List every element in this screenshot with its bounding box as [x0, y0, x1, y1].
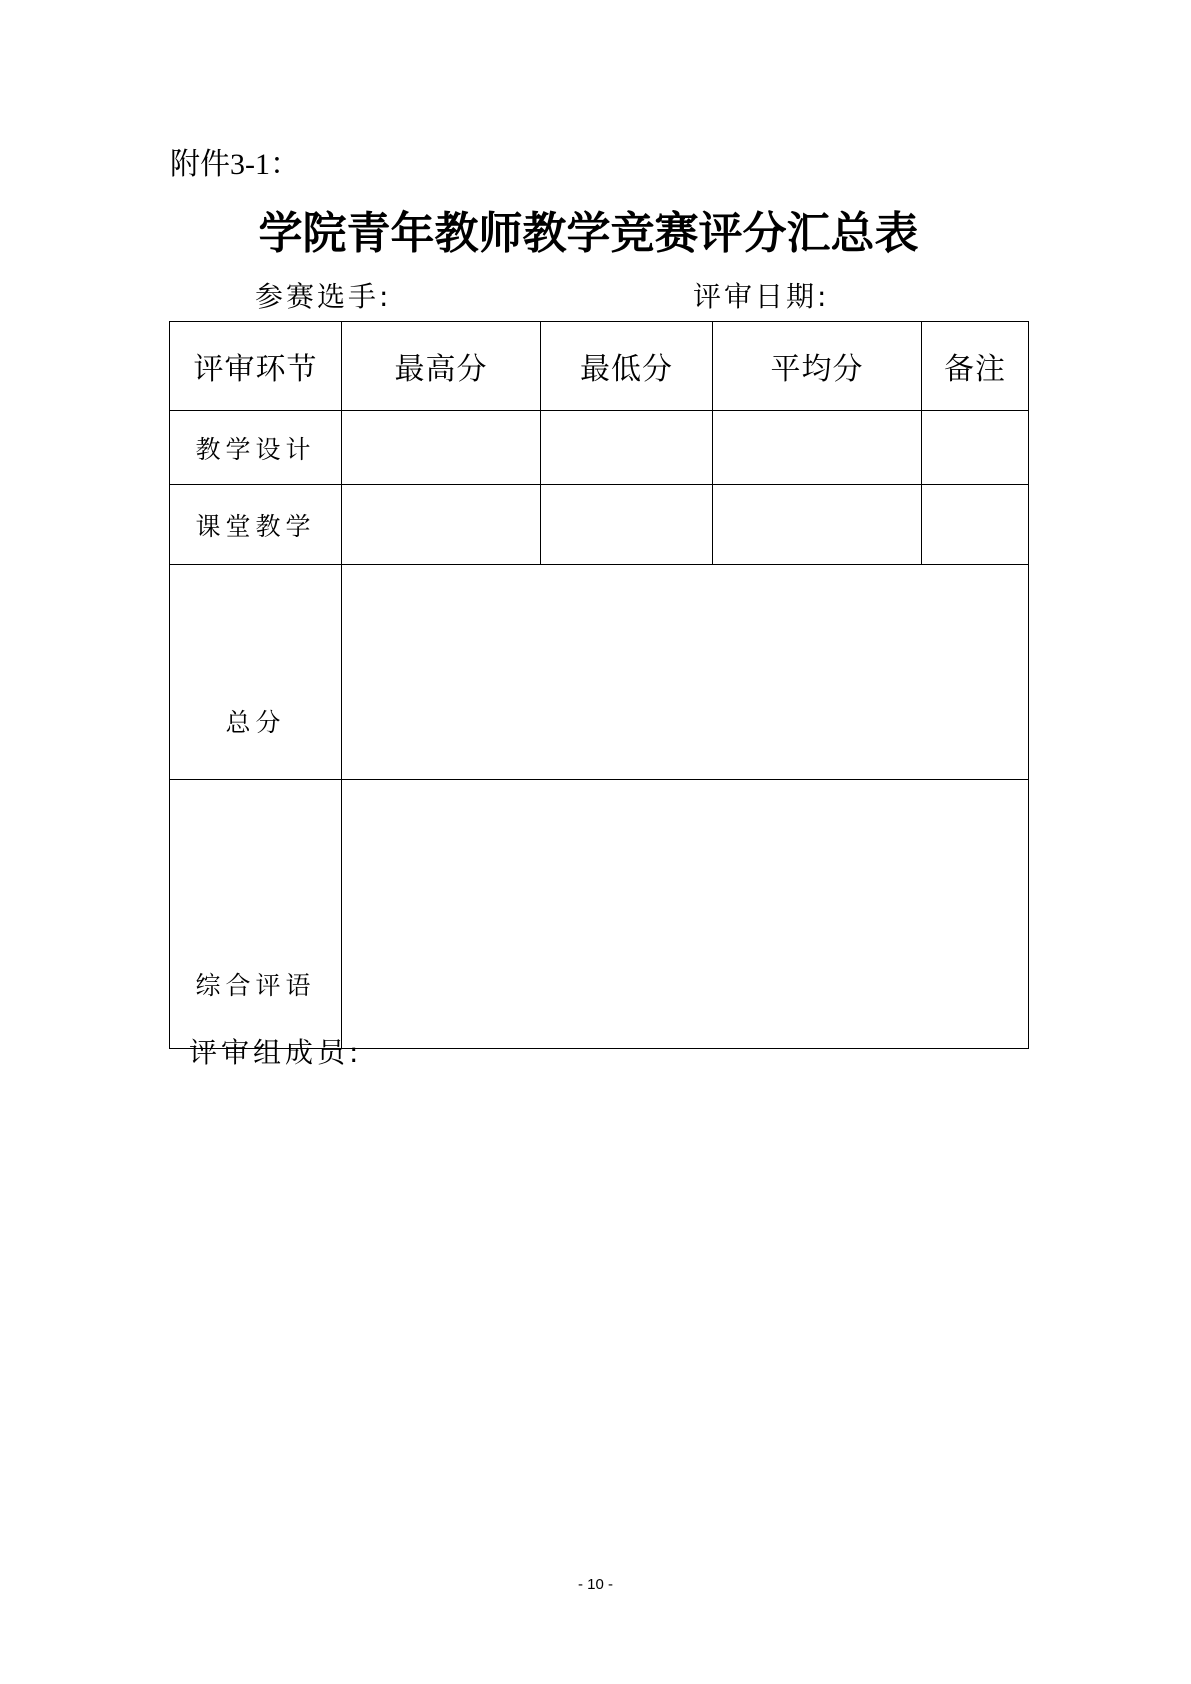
table-row-classroom-teaching	[170, 485, 1029, 565]
header-remarks: 备注	[922, 322, 1029, 411]
cell-design-remarks[interactable]	[922, 411, 1029, 485]
cell-classroom-highest[interactable]	[342, 485, 541, 565]
score-summary-table	[169, 321, 1029, 1049]
cell-design-lowest[interactable]	[541, 411, 713, 485]
cell-overall-comment-value[interactable]	[342, 780, 1029, 1049]
cell-classroom-average[interactable]	[713, 485, 922, 565]
contestant-label: 参赛选手:	[255, 280, 392, 313]
row-label-total-score: 总分	[170, 565, 342, 780]
cell-design-highest[interactable]	[342, 411, 541, 485]
table-row-total-score	[170, 565, 1029, 780]
cell-total-score-value[interactable]	[342, 565, 1029, 780]
page-title: 学院青年教师教学竞赛评分汇总表	[258, 208, 919, 259]
cell-design-average[interactable]	[713, 411, 922, 485]
table-row-overall-comment	[170, 780, 1029, 1049]
row-label-teaching-design: 教学设计	[170, 411, 342, 485]
header-highest-score: 最高分	[342, 322, 541, 411]
header-average-score: 平均分	[713, 322, 922, 411]
table-header-row	[170, 322, 1029, 411]
header-lowest-score: 最低分	[541, 322, 713, 411]
table-row-teaching-design	[170, 411, 1029, 485]
attachment-label: 附件3-1：	[170, 148, 300, 181]
header-review-stage: 评审环节	[170, 322, 342, 411]
row-label-overall-comment: 综合评语	[170, 780, 342, 1049]
row-label-classroom-teaching: 课堂教学	[170, 485, 342, 565]
page-number: - 10 -	[577, 1576, 613, 1593]
review-panel-label: 评审组成员:	[189, 1036, 363, 1069]
cell-classroom-remarks[interactable]	[922, 485, 1029, 565]
cell-classroom-lowest[interactable]	[541, 485, 713, 565]
review-date-label: 评审日期:	[693, 280, 830, 313]
